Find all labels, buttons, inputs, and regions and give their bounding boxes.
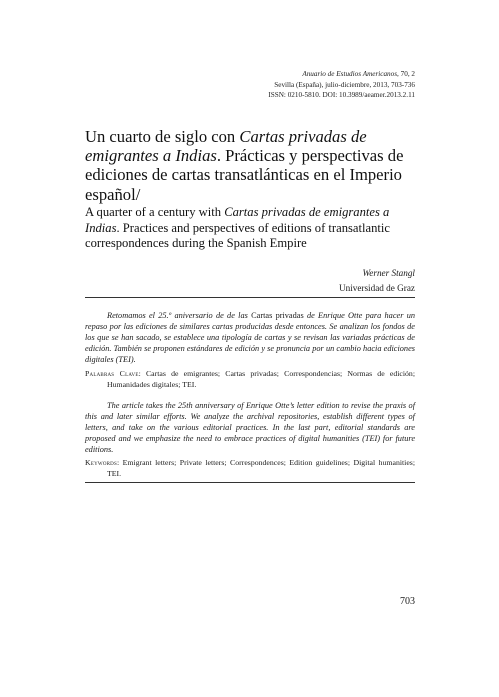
- keywords-es-label: Palabras Clave: [85, 369, 139, 378]
- author-block: [339, 266, 415, 296]
- keywords-en-text: : Emigrant letters; Private letters; Correspondences; Edition guidelines; Digital humanities; TEI.: [107, 458, 415, 478]
- keywords-en-label: Keywords: [85, 458, 117, 467]
- author-affiliation: Universidad de Graz: [338, 283, 415, 293]
- journal-line-2: Sevilla (España), julio-diciembre, 2013, 703-736: [274, 80, 415, 89]
- journal-volume: , 70, 2: [397, 70, 415, 78]
- divider-top: [85, 297, 415, 298]
- abstract-es-upright: Cartas privadas: [251, 311, 304, 320]
- title-english: [85, 205, 425, 252]
- title-en-text-1: A quarter of a century with: [85, 205, 225, 219]
- journal-line-3: ISSN: 0210-5810. DOI: 10.3989/aeamer.2013.2.11: [268, 91, 415, 99]
- title-en-italic: Cartas privadas de emigrantes a Indias: [85, 205, 390, 235]
- title-en-text-2: . Practices and perspectives of editions of transatlantic correspondences during the Spanish Empire: [85, 220, 390, 251]
- journal-name: Anuario de Estudios Americanos: [302, 70, 398, 78]
- keywords-spanish: [85, 369, 415, 390]
- abstract-es-text-2: de Enrique Otte para hacer un repaso por las ediciones de similares cartas producidas desde entonces. Se analizan los fondos de los que se han sacado, se establece una tipología de cartas y se revisan las variadas prácticas de edición. También se proponen estándares de edición y se pronuncia por un cambio hacia ediciones digitales (TEI).: [85, 311, 415, 364]
- page-number: 703: [400, 596, 415, 607]
- title-es-text-1: Un cuarto de siglo con: [85, 127, 240, 146]
- journal-line-1: [268, 69, 415, 80]
- title-es-text-2: . Prácticas y perspectivas de ediciones de cartas transatlánticas en el Imperio español/: [85, 146, 404, 204]
- abstract-es-text-1: Retomamos el 25.º aniversario de de las: [107, 311, 252, 320]
- author-name: Werner Stangl: [362, 268, 415, 278]
- divider-bottom: [85, 482, 415, 483]
- keywords-es-text: : Cartas de emigrantes; Cartas privadas; Correspondencias; Normas de edición; Humanidades digitales; TEI.: [107, 369, 415, 389]
- title-es-italic: Cartas privadas de emigrantes a Indias: [85, 127, 367, 166]
- abstract-en-text: The article takes the 25th anniversary of Enrique Otte’s letter edition to revise the praxis of this and later similar efforts. We analyze the archival repositories, establish different types of letters, and take on the various editorial practices. In the last part, editorial standards are proposed and we emphasize the need to embrace practices of digital humanities (TEI) for future editions.: [85, 401, 415, 454]
- journal-header: [268, 69, 415, 101]
- keywords-english: [85, 458, 415, 479]
- title-spanish: [85, 127, 425, 204]
- abstract-spanish: [85, 311, 415, 366]
- abstract-english: [85, 401, 415, 456]
